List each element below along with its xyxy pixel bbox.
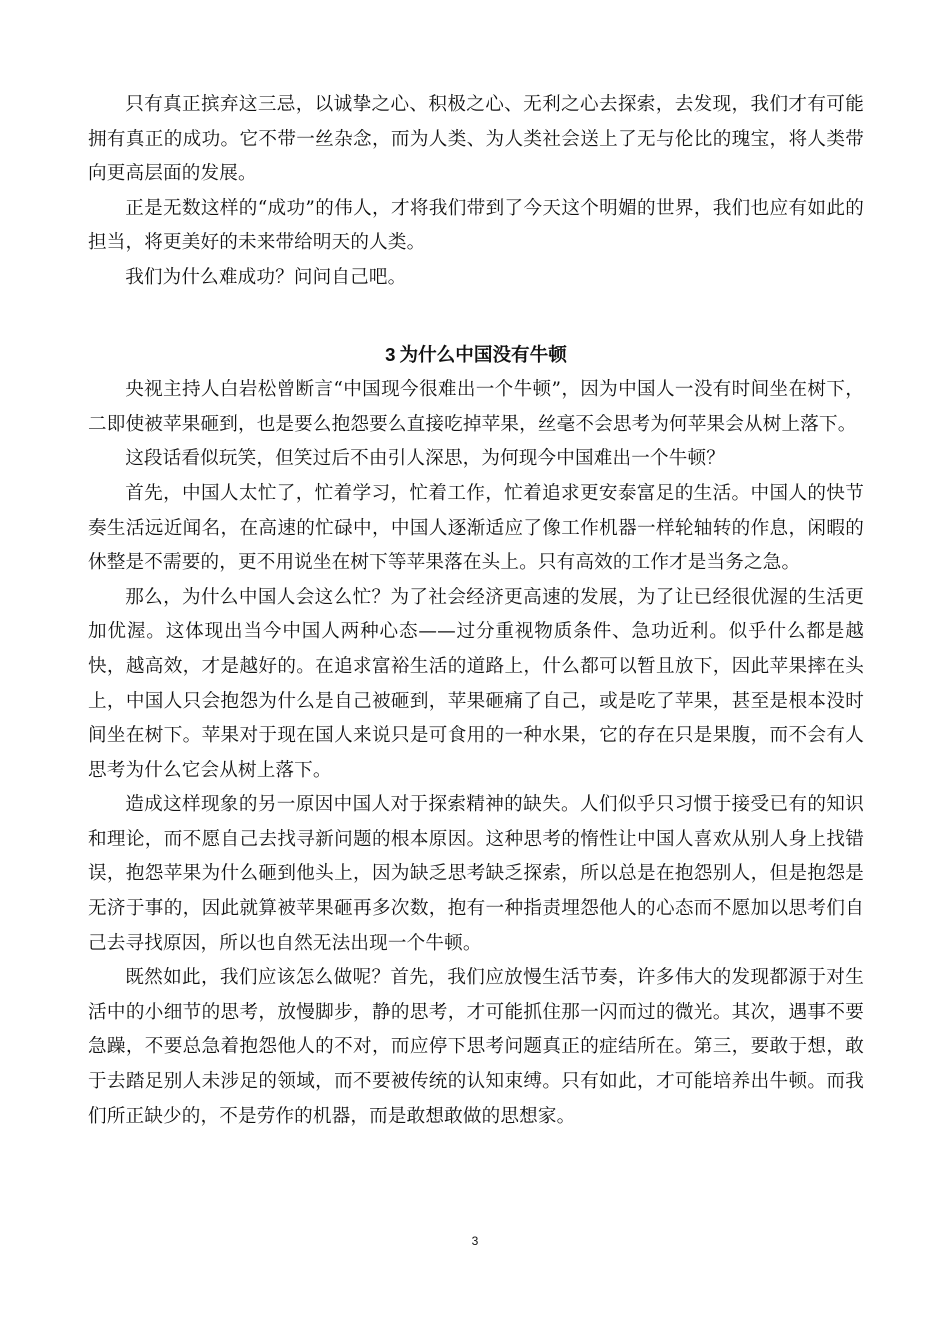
document-page xyxy=(88,88,864,1134)
body-paragraph: 首先，中国人太忙了，忙着学习，忙着工作，忙着追求更安泰富足的生活。中国人的快节奏生活远近闻名，在高速的忙碌中，中国人逐渐适应了像工作机器一样轮轴转的作息，闲暇的休整是不需要的，更不用说坐在树下等苹果落在头上。只有高效的工作才是当务之急。 xyxy=(88,482,864,574)
section-number: 3 xyxy=(385,343,396,365)
section-spacer xyxy=(88,296,864,338)
section-heading xyxy=(88,338,864,374)
intro-paragraph: 正是无数这样的“成功”的伟人，才将我们带到了今天这个明媚的世界，我们也应有如此的担当，将更美好的未来带给明天的人类。 xyxy=(88,197,864,254)
body-paragraph: 造成这样现象的另一原因中国人对于探索精神的缺失。人们似乎只习惯于接受已有的知识和理论，而不愿自己去找寻新问题的根本原因。这种思考的惰性让中国人喜欢从别人身上找错误，抱怨苹果为什么砸到他头上，因为缺乏思考缺乏探索，所以总是在抱怨别人，但是抱怨是无济于事的，因此就算被苹果砸再多次数，抱有一种指责埋怨他人的心态而不愿加以思考们自己去寻找原因，所以也自然无法出现一个牛顿。 xyxy=(88,794,864,954)
body-paragraph: 央视主持人白岩松曾断言“中国现今很难出一个牛顿”，因为中国人一没有时间坐在树下，二即使被苹果砸到，也是要么抱怨要么直接吃掉苹果，丝毫不会思考为何苹果会从树上落下。 xyxy=(88,379,864,435)
intro-paragraph: 只有真正摈弃这三忌，以诚挚之心、积极之心、无利之心去探索，去发现，我们才有可能拥有真正的成功。它不带一丝杂念，而为人类、为人类社会送上了无与伦比的瑰宝，将人类带向更高层面的发展。 xyxy=(88,94,864,185)
section-title-text: 为什么中国没有牛顿 xyxy=(399,344,567,366)
body-paragraph: 这段话看似玩笑，但笑过后不由引人深思，为何现今中国难出一个牛顿？ xyxy=(125,448,725,470)
page-number: 3 xyxy=(471,1234,479,1248)
body-paragraph: 那么，为什么中国人会这么忙？为了社会经济更高速的发展，为了让已经很优渥的生活更加优渥。这体现出当今中国人两种心态——过分重视物质条件、急功近利。似乎什么都是越快，越高效，才是越好的。在追求富裕生活的道路上，什么都可以暂且放下，因此苹果摔在头上，中国人只会抱怨为什么是自己被砸到，苹果砸痛了自己，或是吃了苹果，甚至是根本没时间坐在树下。苹果对于现在国人来说只是可食用的一种水果，它的存在只是果腹，而不会有人思考为什么它会从树上落下。 xyxy=(88,586,864,781)
intro-paragraph: 我们为什么难成功？问问自己吧。 xyxy=(125,266,407,288)
body-paragraph: 既然如此，我们应该怎么做呢？首先，我们应放慢生活节奏，许多伟大的发现都源于对生活中的小细节的思考，放慢脚步，静的思考，才可能抓住那一闪而过的微光。其次，遇事不要急躁，不要总急着抱怨他人的不对，而应停下思考问题真正的症结所在。第三，要敢于想，敢于去踏足别人未涉足的领域，而不要被传统的认知束缚。只有如此，才可能培养出牛顿。而我们所正缺少的，不是劳作的机器，而是敢想敢做的思想家。 xyxy=(88,967,864,1127)
